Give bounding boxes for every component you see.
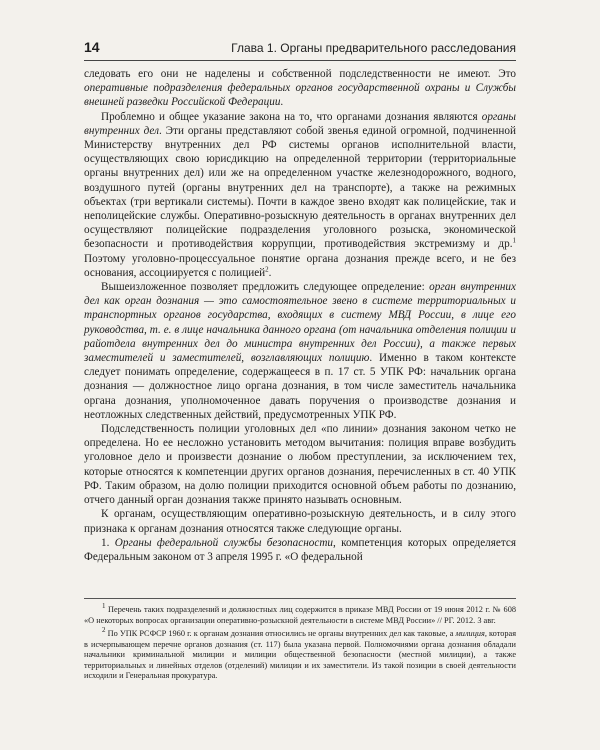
footnote-ref-2[interactable]: 2 xyxy=(265,265,269,274)
paragraph-6: 1. Органы федеральной службы безопасности, компетенция которых определяется Федеральным законом от 3 апреля 1995 г. «О федеральной xyxy=(84,536,517,563)
footnotes xyxy=(84,598,516,685)
italic-phrase: Органы федеральной службы безопасности xyxy=(114,536,333,549)
chapter-title: Глава 1. Органы предварительного расследования xyxy=(231,41,516,55)
main-text xyxy=(84,67,516,564)
running-header xyxy=(84,38,516,61)
paragraph-5: К органам, осуществляющим оперативно-розыскную деятельность, и в силу этого признака к органам дознания относятся также следующие органы. xyxy=(84,508,516,535)
footnote-1: $^1$ Перечень таких подразделений и должностных лиц содержится в приказе МВД России от 19 июня 2012 г. № 608 «О некоторых вопросах организации оперативно-розыскной деятельности в системе МВД России» // РГ. 2012. 3 авг. xyxy=(84,602,516,625)
page-number: 14 xyxy=(84,39,100,55)
paragraph-1: следовать его они не наделены и собственной подследственности не имеют. Это оперативные подразделения федеральных органов государственной охраны и Службы внешней разведки Российской Федерации. xyxy=(84,68,516,109)
footnote-2: $^2$ По УПК РСФСР 1960 г. к органам дознания относились не органы внутренних дел как таковые, а милиция, которая в исчерпывающем перечне органов дознания (ст. 117) была указана первой. Полномочиями органа дознания обладали начальники криминальной милиции и милиции общественной безопасности (местной милиции), а также территориальных и линейных отделов (отделений) милиции и их заместители. Из такой позиции в своей деятельности исходили и Генеральная прокуратура. xyxy=(84,626,517,680)
italic-phrase: оперативные подразделения федеральных органов государственной охраны и Службы внешней разведки Российской Федерации xyxy=(84,82,516,109)
paragraph-4: Подследственность полиции уголовных дел «по линии» дознания законом четко не определена. Но ее несложно установить методом вычитания: полиция вправе возбудить уголовное дело и произвести дознание о любом преступлении, за исключением тех, которые относятся к компетенции других органов дознания, перечисленных в ст. 40 УПК РФ. Таким образом, на долю полиции приходится основной объем работы по дознанию, отчего данный орган дознания также принято называть основным. xyxy=(84,423,516,507)
footnote-ref-1[interactable]: 1 xyxy=(512,236,516,245)
italic-phrase: органы внутренних дел xyxy=(84,110,516,137)
definition-italic: орган внутренних дел как орган дознания — это самостоятельное звено в системе территориальных и транспортных органов государства, входящих в систему МВД России, в лице его руководства, т. е. в лице начальника данного органа (от начальника отделения полиции и райотдела внутренних дел до министра внутренних дел России), а также первых заместителей и заместителей, возглавляющих полицию xyxy=(84,281,516,365)
paragraph-3: Вышеизложенное позволяет предложить следующее определение: орган внутренних дел как орган дознания — это самостоятельное звено в системе территориальных и транспортных органов государства, входящих в систему МВД России, в лице его руководства, т. е. в лице начальника данного органа (от начальника отделения полиции и райотдела внутренних дел до министра внутренних дел России), а также первых заместителей и заместителей, возглавляющих полицию. Именно в таком контексте следует понимать определение, содержащееся в п. 17 ст. 5 УПК РФ: начальник органа дознания — должностное лицо органа дознания, в том числе заместитель начальника органа дознания, уполномоченное давать поручения о производстве дознания и неотложных следственных действий, предусмотренных УПК РФ. xyxy=(84,281,516,421)
paragraph-2: Проблемно и общее указание закона на то, что органами дознания являются органы внутренних дел. Эти органы представляют собой звенья единой огромной, подчиненной Министерству внутренних дел РФ системы органов исполнительной власти, осуществляющих свою юрисдикцию на определенной территории (территориальные органы внутренних дел) или же на определенном участке железнодорожного, водного, воздушного путей (органы внутренних дел на транспорте), а также на режимных объектах (три вертикали системы). Почти в каждое звено входят как полицейские, так и неполицейские службы. Оперативно-розыскную деятельность в органах внутренних дел осуществляют полицейские подразделения уголовного розыска, экономической безопасности и противодействия коррупции, противодействия экстремизму и др.$^1$ Поэтому уголовно-процессуальное понятие органа дознания прежде всего, и не без основания, ассоциируется с полицией$^2$. xyxy=(84,110,516,279)
